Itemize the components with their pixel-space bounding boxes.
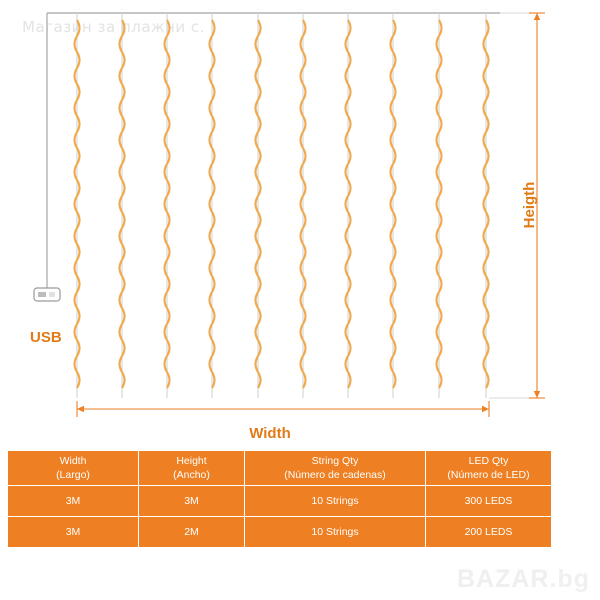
light-string bbox=[346, 13, 351, 398]
header-cell-width bbox=[8, 451, 139, 486]
header-height-line1: Height bbox=[176, 455, 207, 467]
table-row bbox=[8, 486, 552, 517]
watermark-bottom-right bbox=[457, 565, 590, 594]
height-label: Heigth bbox=[521, 181, 538, 229]
cell-leds: 300 LEDS bbox=[426, 486, 552, 517]
cell-height: 3M bbox=[139, 486, 245, 517]
height-dimension bbox=[529, 13, 545, 398]
watermark-top-left: Магазин за плажни с. bbox=[22, 18, 205, 36]
cell-strings: 10 Strings bbox=[245, 517, 426, 548]
usb-label: USB bbox=[30, 329, 62, 346]
cell-leds: 200 LEDS bbox=[426, 517, 552, 548]
light-string bbox=[391, 13, 396, 398]
header-cell-height bbox=[139, 451, 245, 486]
header-led-line2: (Número de LED) bbox=[447, 469, 530, 481]
light-string bbox=[165, 13, 170, 398]
light-string bbox=[301, 13, 306, 398]
table-header-row bbox=[8, 451, 552, 486]
watermark-bazar-suffix: .bg bbox=[549, 565, 590, 593]
light-string bbox=[437, 13, 442, 398]
header-height-line2: (Ancho) bbox=[173, 469, 210, 481]
light-strings bbox=[75, 13, 489, 398]
width-dimension bbox=[77, 401, 489, 417]
header-width-line2: (Largo) bbox=[56, 469, 90, 481]
light-string bbox=[120, 13, 125, 398]
cell-width: 3M bbox=[8, 486, 139, 517]
header-cell-led-qty bbox=[426, 451, 552, 486]
header-string-line1: String Qty bbox=[311, 455, 359, 467]
header-cell-string-qty bbox=[245, 451, 426, 486]
cell-width: 3M bbox=[8, 517, 139, 548]
light-string bbox=[210, 13, 215, 398]
light-string bbox=[75, 13, 80, 398]
width-label: Width bbox=[249, 425, 291, 442]
header-string-line2: (Número de cadenas) bbox=[284, 469, 386, 481]
cell-height: 2M bbox=[139, 517, 245, 548]
watermark-bazar-text: BAZAR bbox=[457, 565, 550, 593]
spec-table bbox=[7, 450, 552, 548]
header-led-line1: LED Qty bbox=[468, 455, 509, 467]
light-string bbox=[484, 13, 489, 398]
light-string bbox=[256, 13, 261, 398]
table-row bbox=[8, 517, 552, 548]
cell-strings: 10 Strings bbox=[245, 486, 426, 517]
header-width-line1: Width bbox=[59, 455, 87, 467]
usb-connector bbox=[34, 288, 60, 301]
